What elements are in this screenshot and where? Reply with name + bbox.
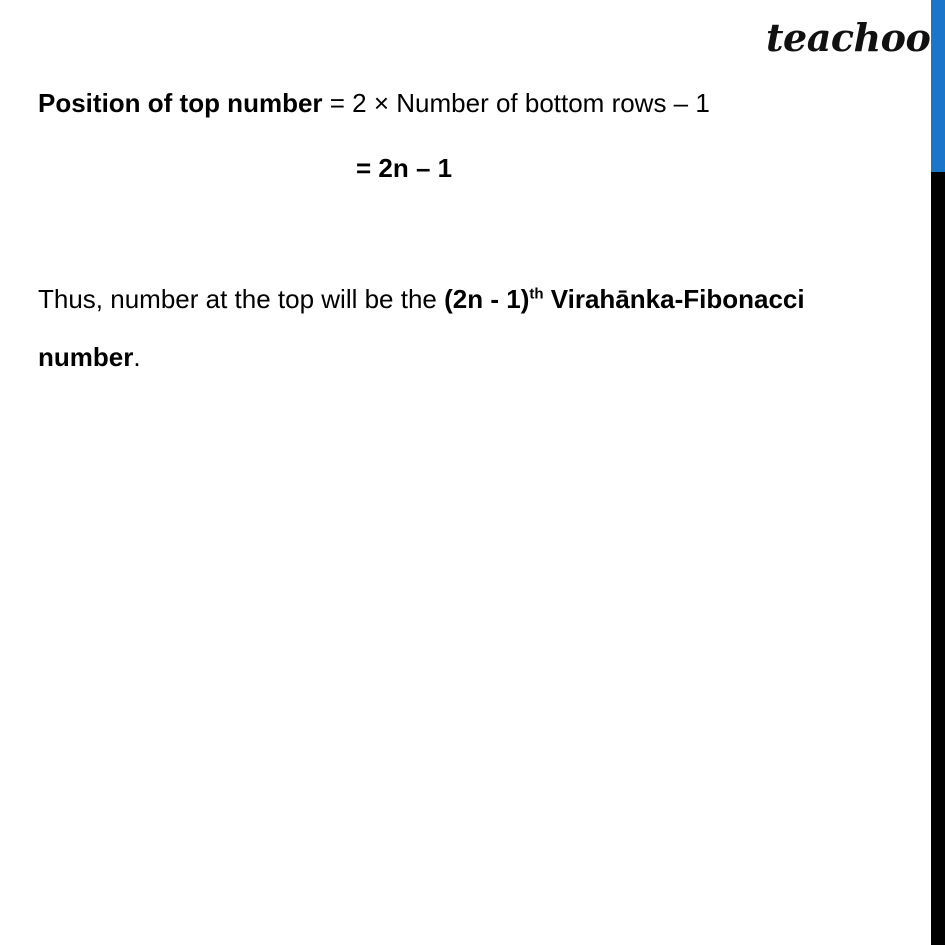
sequence-name: Virahānka-Fibonacci <box>543 284 805 314</box>
sidebar-accent-strip <box>931 0 945 172</box>
position-of-top-number-line <box>38 86 710 120</box>
term-index: (2n - 1) <box>444 284 530 314</box>
conclusion-line <box>38 282 805 316</box>
position-formula: = 2 × Number of bottom rows – 1 <box>322 88 710 118</box>
final-period: . <box>133 342 141 372</box>
conclusion-line-end <box>38 340 141 374</box>
teachoo-logo: teachoo <box>766 15 931 60</box>
conclusion-lead: Thus, number at the top will be the <box>38 284 445 314</box>
right-sidebar-bar <box>931 0 945 945</box>
ordinal-superscript: th <box>529 285 544 303</box>
formula-result: = 2n – 1 <box>356 153 453 183</box>
number-word: number <box>38 342 134 372</box>
position-label: Position of top number <box>38 88 323 118</box>
